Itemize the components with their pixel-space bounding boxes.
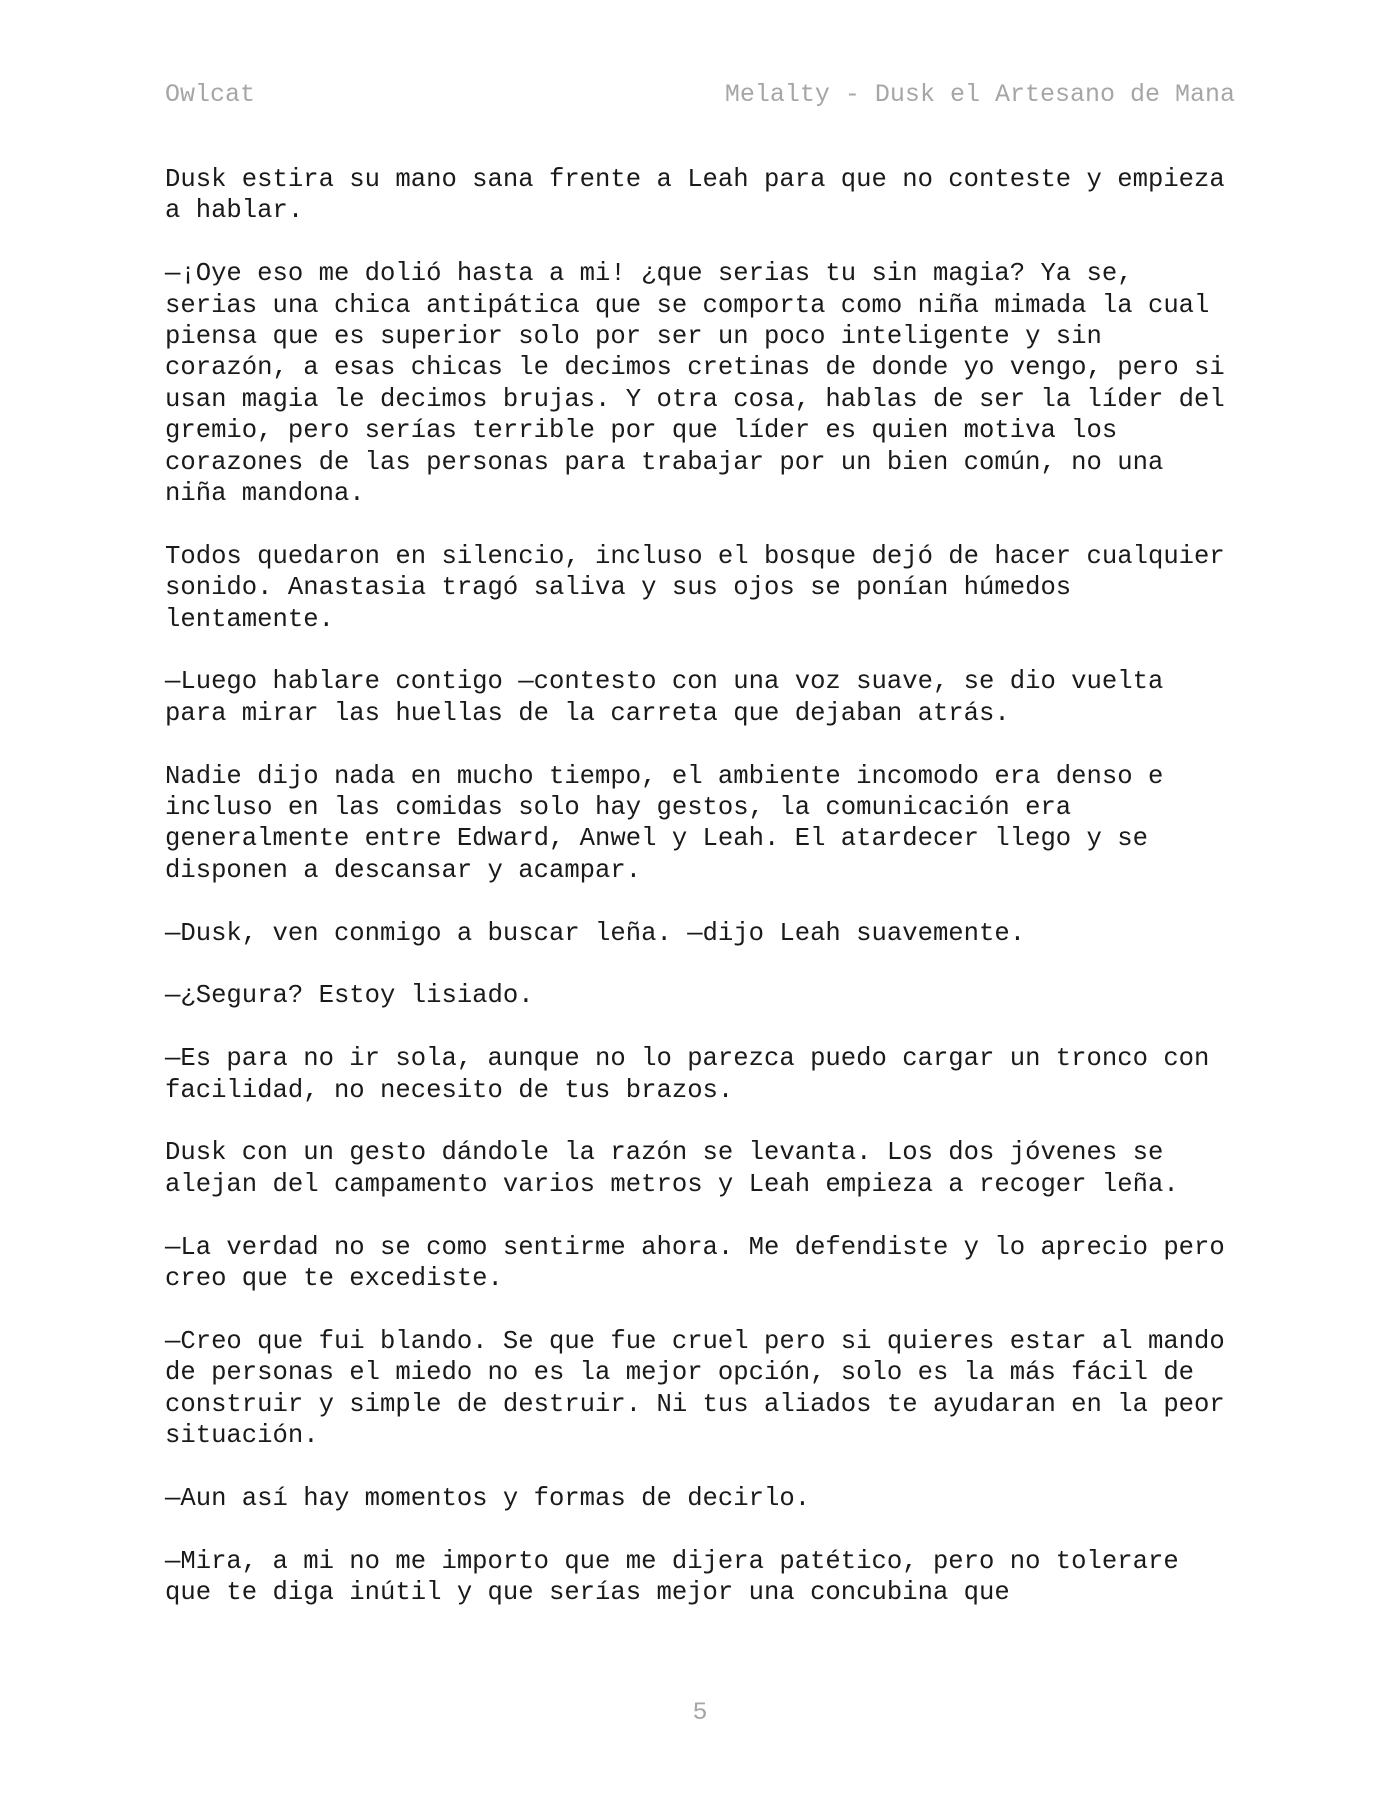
header-title: Melalty - Dusk el Artesano de Mana — [724, 80, 1235, 109]
paragraph: —La verdad no se como sentirme ahora. Me defendiste y lo aprecio pero creo que te excediste. — [165, 1232, 1225, 1294]
paragraph: —Aun así hay momentos y formas de decirlo. — [165, 1483, 811, 1513]
paragraph: —Luego hablare contigo —contesto con una voz suave, se dio vuelta para mirar las huellas de la carreta que dejaban atrás. — [165, 667, 1164, 728]
paragraph: Todos quedaron en silencio, incluso el bosque dejó de hacer cualquier sonido. Anastasia tragó saliva y sus ojos se ponían húmedos lentamente. — [165, 541, 1225, 634]
paragraph: —¿Segura? Estoy lisiado. — [165, 981, 534, 1011]
paragraph: —Es para no ir sola, aunque no lo parezca puedo cargar un tronco con facilidad, no necesito de tus brazos. — [165, 1044, 1210, 1105]
page-number: 5 — [692, 1698, 708, 1727]
body-text — [165, 164, 1240, 1640]
paragraph: Dusk con un gesto dándole la razón se levanta. Los dos jóvenes se alejan del campamento varios metros y Leah empieza a recoger leña. — [165, 1138, 1179, 1199]
paragraph: —¡Oye eso me dolió hasta a mi! ¿que serias tu sin magia? Ya se, serias una chica antipática que se comporta como niña mimada la cual piensa que es superior solo por ser un poco inteligente y sin corazón, a esas chicas le decimos cretinas de donde yo vengo, pero si usan magia le decimos brujas. Y otra cosa, hablas de ser la líder del gremio, pero serías terrible por que líder es quien motiva los corazones de las personas para trabajar por un bien común, no una niña mandona. — [165, 259, 1225, 509]
header-author: Owlcat — [165, 80, 256, 109]
paragraph: Dusk estira su mano sana frente a Leah para que no conteste y empieza a hablar. — [165, 165, 1225, 226]
paragraph: Nadie dijo nada en mucho tiempo, el ambiente incomodo era denso e incluso en las comidas solo hay gestos, la comunicación era generalmente entre Edward, Anwel y Leah. El atardecer llego y se disponen a descansar y acampar. — [165, 761, 1164, 885]
paragraph: —Mira, a mi no me importo que me dijera patético, pero no tolerare que te diga inútil y que serías mejor una concubina que — [165, 1546, 1179, 1608]
paragraph: —Creo que fui blando. Se que fue cruel pero si quieres estar al mando de personas el miedo no es la mejor opción, solo es la más fácil de construir y simple de destruir. Ni tus aliados te ayudaran en la peor situación. — [165, 1326, 1225, 1451]
paragraph: —Dusk, ven conmigo a buscar leña. —dijo Leah suavemente. — [165, 918, 1026, 948]
page-header — [165, 80, 1235, 114]
